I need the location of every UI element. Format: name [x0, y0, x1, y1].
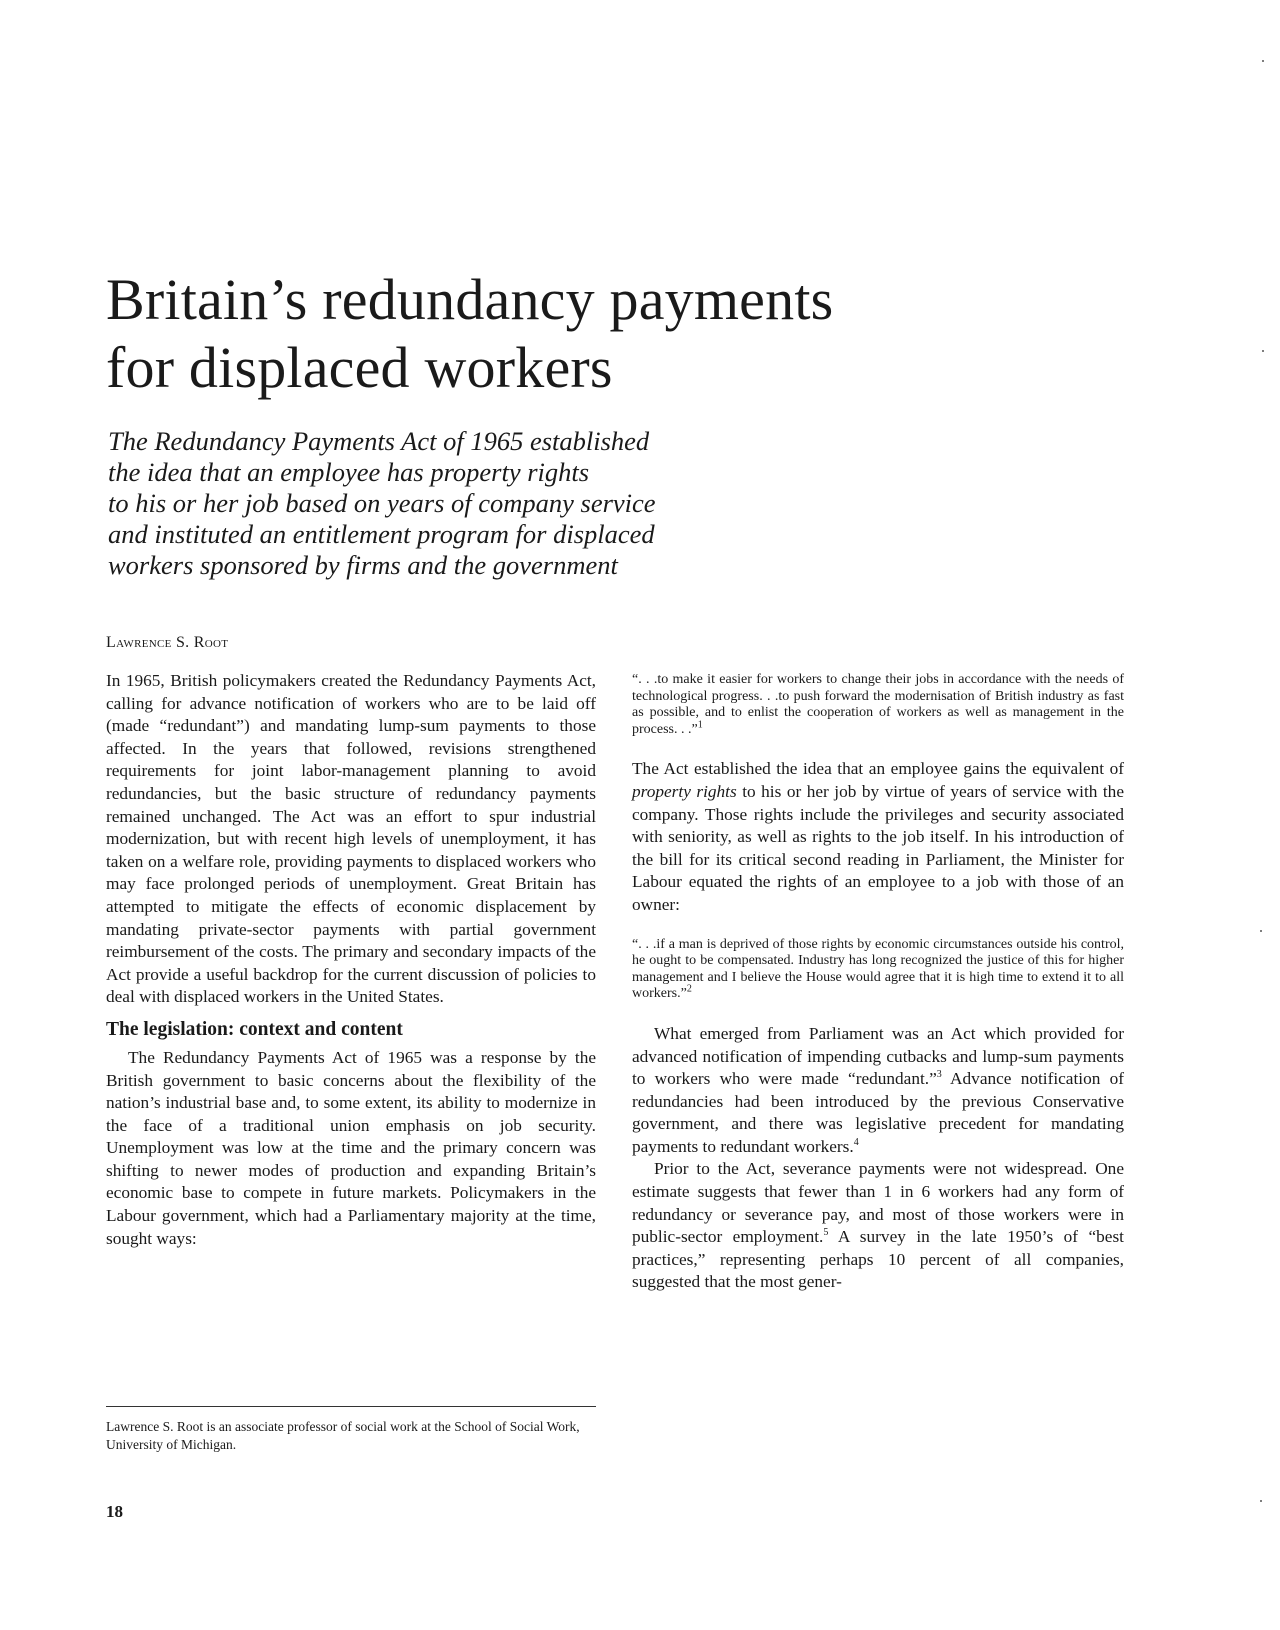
section-heading: The legislation: context and content — [106, 1018, 403, 1040]
title-line-2: for displaced workers — [106, 335, 613, 400]
right-column — [632, 672, 1124, 1294]
footnote-ref: 5 — [823, 1227, 829, 1239]
page-number: 18 — [106, 1502, 123, 1521]
footnote-divider — [106, 1406, 596, 1407]
footnote-ref: 3 — [936, 1069, 942, 1081]
paragraph-text: The Act established the idea that an employee gains the equivalent of — [632, 759, 1124, 779]
paragraph-text: A survey in the late 1950’s of “best practices,” representing perhaps 10 percent of all companies, suggested that the most gener- — [632, 1227, 1124, 1292]
body-paragraph: The Redundancy Payments Act of 1965 was a response by the British government to basic concerns about the flexibility of the nation’s industrial base and, to some extent, its ability to modernize in the face of a traditional union emphasis on job security. Unemployment was low at the time and the primary concern was shifting to newer modes of production and expanding Britain’s economic base to compete in future markets. Policymakers in the Labour government, which had a Parliamentary majority at the time, sought ways: — [106, 1047, 596, 1248]
author-footnote: Lawrence S. Root is an associate professor of social work at the School of Social Work, University of Michigan. — [106, 1419, 580, 1452]
paragraph-text: Prior to the Act, severance payments were not widespread. One estimate suggests that fewer than 1 in 6 workers had any form of redundancy or severance pay, and most of those workers were in public-sector employment. — [632, 1159, 1124, 1247]
scan-speck — [1262, 60, 1264, 62]
body-paragraph — [632, 1158, 1124, 1294]
block-quote-1 — [632, 672, 1124, 738]
article-title — [106, 266, 1006, 402]
footnote-ref: 2 — [686, 983, 692, 995]
intro-paragraph: In 1965, British policymakers created the Redundancy Payments Act, calling for advance notification of workers who are to be laid off (made “redundant”) and mandating lump-sum payments to those affected. In the years that followed, revisions strengthened requirements for joint labor-management planning to avoid redundancies, but the basic structure of redundancy payments remained unchanged. The Act was an effort to spur industrial modernization, but with recent high levels of unemployment, it has taken on a welfare role, providing payments to displaced workers who may face prolonged periods of unemployment. Great Britain has attempted to mitigate the effects of economic displacement by mandating private-sector payments with partial government reimbursement of the costs. The primary and secondary impacts of the Act provide a useful backdrop for the current discussion of policies to deal with displaced workers in the United States. — [106, 671, 596, 1007]
deck-line-4: and instituted an entitlement program for displaced — [108, 519, 655, 549]
paragraph-text: What emerged from Parliament was an Act which provided for advanced notification of impending cutbacks and lump-sum payments to workers who were made “redundant.” — [632, 1023, 1124, 1089]
quote-text: “. . .to make it easier for workers to change their jobs in accordance with the needs of technological progress. . .to push forward the modernisation of British industry as fast as possible, and to enlist the cooperation of workers as well as management in the process. . .” — [632, 672, 1124, 737]
block-quote-2 — [632, 937, 1124, 1003]
body-paragraph — [632, 1023, 1124, 1159]
body-paragraph — [632, 758, 1124, 916]
article-deck — [108, 426, 808, 581]
title-line-1: Britain’s redundancy payments — [106, 267, 834, 332]
quote-text: “. . .if a man is deprived of those rights by economic circumstances outside his control, he ought to be compensated. Industry has long recognized the justice of this for higher management and I believe the House would agree that it is high time to extend it to all workers.” — [632, 936, 1124, 1002]
paragraph-text: to his or her job by virtue of years of service with the company. Those rights include the privileges and security associated with seniority, as well as rights to the job itself. In his introduction of the bill for its critical second reading in Parliament, the Minister for Labour equated the rights of an employee to a job with those of an owner: — [632, 781, 1124, 914]
left-column — [106, 670, 596, 1250]
deck-line-5: workers sponsored by firms and the government — [108, 550, 618, 580]
footnote-ref: 1 — [697, 719, 703, 731]
deck-line-3: to his or her job based on years of company service — [108, 488, 656, 518]
deck-line-1: The Redundancy Payments Act of 1965 established — [108, 426, 650, 456]
emphasis-text: property rights — [632, 781, 737, 801]
deck-line-2: the idea that an employee has property rights — [108, 457, 590, 487]
scan-speck — [1262, 350, 1264, 352]
scan-speck — [1260, 1500, 1262, 1502]
paragraph-text: Advance notification of redundancies had been introduced by the previous Conservative government, and there was legislative precedent for mandating payments to redundant workers. — [632, 1069, 1124, 1156]
footnote-ref: 4 — [853, 1137, 859, 1149]
scan-speck — [1260, 930, 1262, 932]
author-byline: Lawrence S. Root — [106, 634, 229, 651]
